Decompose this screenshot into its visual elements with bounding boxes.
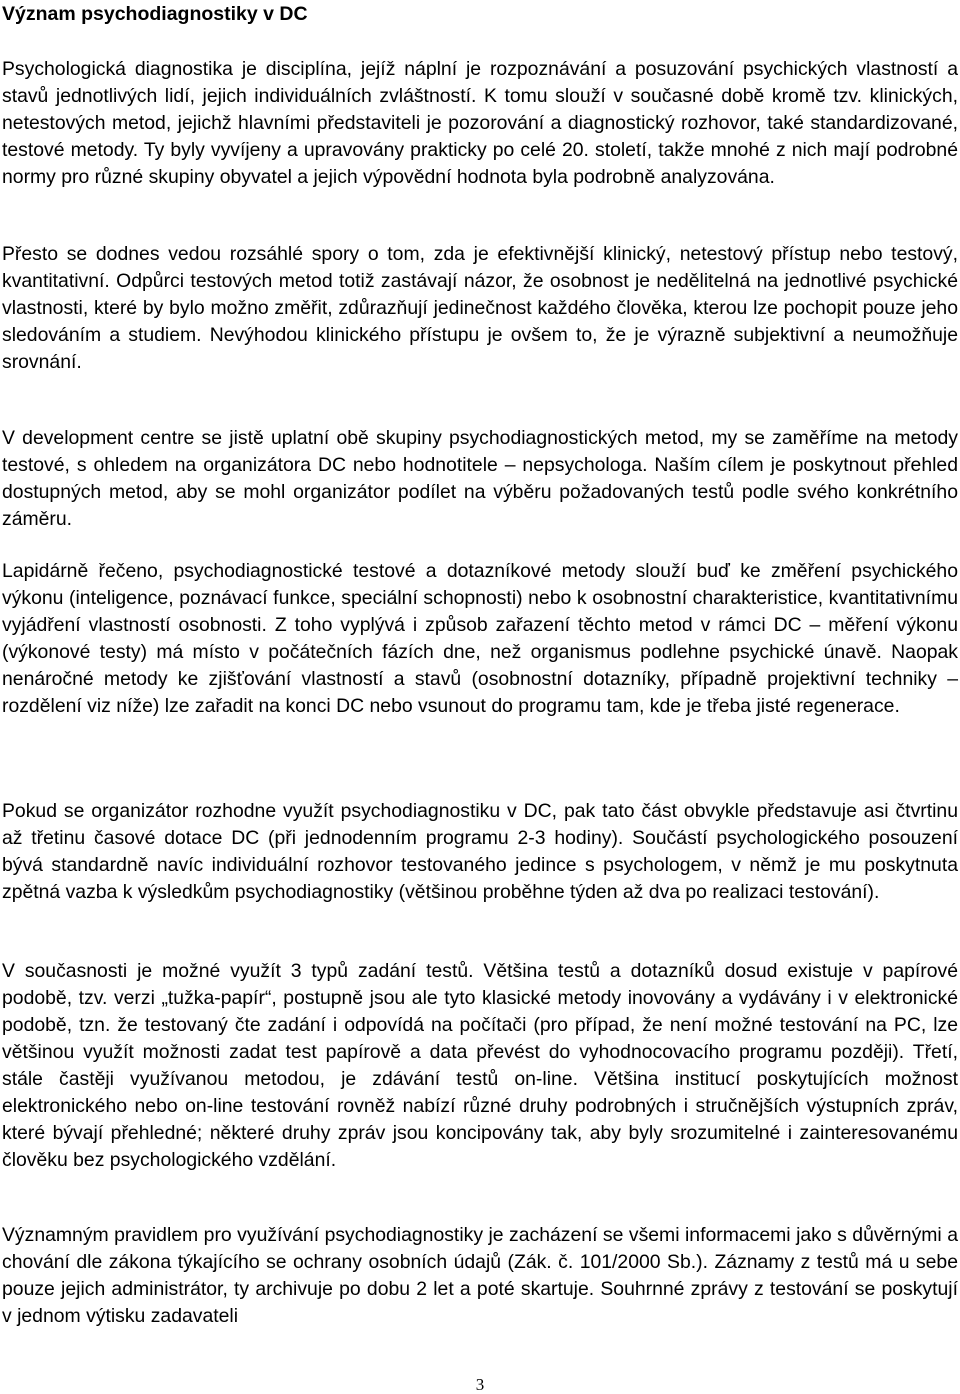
paragraph-psychological-diagnostics: Psychologická diagnostika je disciplína, jejíž náplní je rozpoznávání a posuzování psychických vlastností a stavů jednotlivých lidí, jejich individuálních zvláštností. K tomu slouží v současné době kromě tzv. klinických, netestových metod, jejichž hlavními představiteli je pozorování a diagnostický rozhovor, také standardizované, testové metody. Ty byly vyvíjeny a upravovány prakticky po celé 20. století, takže mnohé z nich mají podrobné normy pro různé skupiny obyvatel a jejich výpovědní hodnota byla podrobně analyzována.	[2, 58, 958, 188]
paragraph-time-allocation: Pokud se organizátor rozhodne využít psychodiagnostiku v DC, pak tato část obvykle představuje asi čtvrtinu až třetinu časové dotace DC (při jednodenním programu 2-3 hodiny). Součástí psychologického posouzení bývá standardně navíc individuální rozhovor testovaného jedince s psychologem, v němž je mu poskytnuta zpětná vazba k výsledkům psychodiagnostiky (většinou proběhne týden až dva po realizaci testování).	[2, 800, 958, 903]
paragraph-test-administration-types: V současnosti je možné využít 3 typů zadání testů. Většina testů a dotazníků dosud existuje v papírové podobě, tzv. verzi „tužka-papír“, postupně jsou ale tyto klasické metody inovovány a vydávány i v elektronické podobě, tzn. že testovaný čte zadání i odpovídá na počítači (pro případ, že není možné testování na PC, lze většinou využít možnosti zadat test papírově a data převést do vyhodnocovacího programu později). Třetí, stále častěji využívanou metodou, je zdávání testů on-line. Většina institucí poskytujících možnost elektronického nebo on-line testování rovněž nabízí různé druhy podrobných i stručnějších výstupních zpráv, které bývají přehledné; některé druhy zpráv jsou koncipovány tak, aby byly srozumitelné i zainteresovanému člověku bez psychologického vzdělání.	[2, 960, 958, 1171]
paragraph-testing-methods: Lapidárně řečeno, psychodiagnostické testové a dotazníkové metody slouží buď ke změření psychického výkonu (inteligence, poznávací funkce, speciální schopnosti) nebo k osobnostní charakteristice, kvantitativnímu vyjádření vlastností osobnosti. Z toho vyplývá i způsob zařazení těchto metod v rámci DC – měření výkonu (výkonové testy) má místo v počátečních fázích dne, než organismus podlehne psychické únavě. Naopak nenáročné metody ke zjišťování vlastností a stavů (osobnostní dotazníky, případně projektivní techniky – rozdělení viz níže) lze zařadit na konci DC nebo vsunout do programu tam, kde je třeba jisté regenerace.	[2, 560, 958, 717]
paragraph-clinical-vs-testing: Přesto se dodnes vedou rozsáhlé spory o tom, zda je efektivnější klinický, netestový přístup nebo testový, kvantitativní. Odpůrci testových metod totiž zastávají názor, že osobnost je nedělitelná na jednotlivé psychické vlastnosti, které by bylo možno změřit, zdůrazňují jedinečnost každého člověka, kterou lze pochopit pouze jeho sledováním a studiem. Nevýhodou klinického přístupu je ovšem to, že je výrazně subjektivní a neumožňuje srovnání.	[2, 243, 958, 373]
paragraph-development-centre: V development centre se jistě uplatní obě skupiny psychodiagnostických metod, my se zaměříme na metody testové, s ohledem na organizátora DC nebo hodnotitele – nepsychologa. Naším cílem je poskytnout přehled dostupných metod, aby se mohl organizátor podílet na výběru požadovaných testů podle svého konkrétního záměru.	[2, 427, 958, 530]
paragraph-confidentiality: Významným pravidlem pro využívání psychodiagnostiky je zacházení se všemi informacemi jako s důvěrnými a chování dle zákona týkajícího se ochrany osobních údajů (Zák. č. 101/2000 Sb.). Záznamy z testů má u sebe pouze jejich administrátor, ty archivuje po dobu 2 let a poté skartuje. Souhrnné zprávy z testování se poskytují v jednom výtisku zadavateli	[2, 1224, 958, 1327]
page-number: 3	[475, 1375, 485, 1394]
document-title: Význam psychodiagnostiky v DC	[2, 3, 308, 25]
